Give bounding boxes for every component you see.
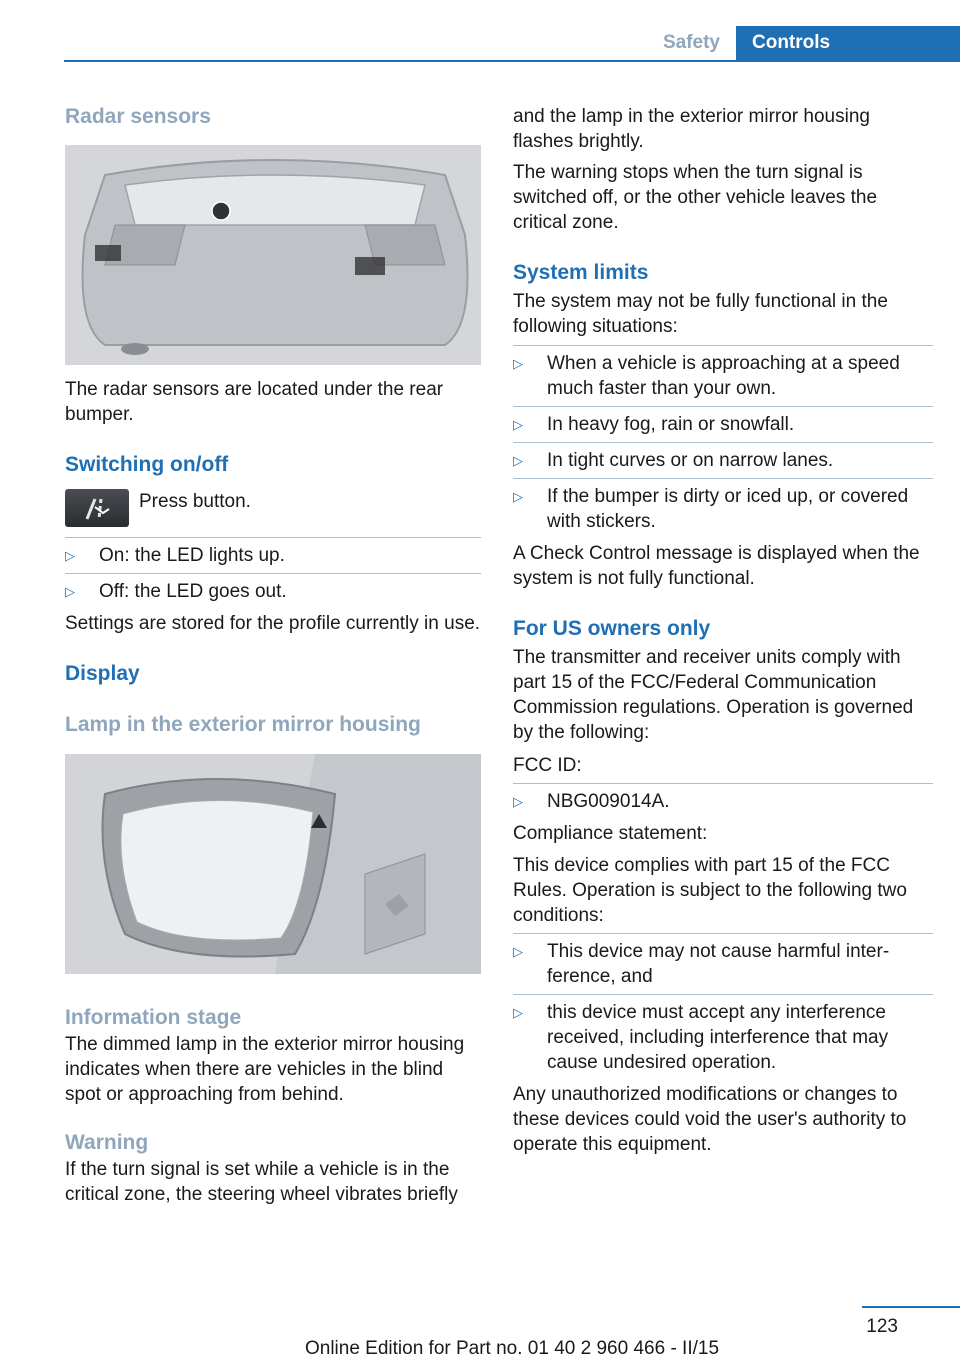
mirror-lamp-illustration [65,754,481,974]
radar-caption: The radar sensors are located under the rear bumper. [65,379,444,425]
rear-bumper-illustration [65,145,481,365]
continuation-text: and the lamp in the exterior mirror housing flashes brightly. [513,106,870,152]
information-stage-text: The dimmed lamp in the exterior mirror housing indicates when there are vehicles in the blind spot or approaching from behind. [65,1034,465,1105]
list-item: ▷ this device must accept any interference received, including interference that may cause undesired operation. [513,1002,889,1073]
heading-radar-sensors: Radar sensors [65,105,211,128]
list-item: ▷ If the bumper is dirty or iced up, or covered with stickers. [513,486,909,532]
triangle-bullet-icon: ▷ [513,944,523,959]
header-rule [64,60,960,62]
check-control-text: A Check Control message is displayed when the system is not fully functional. [513,543,920,589]
press-button-text: Press button. [139,491,251,512]
list-item: ▷ In heavy fog, rain or snowfall. [513,414,795,435]
warning-text: If the turn signal is set while a vehicle is in the critical zone, the steering wheel vibrates briefly [65,1159,458,1205]
triangle-bullet-icon: ▷ [513,417,523,432]
modifications-text: Any unauthorized modifications or changes to these devices could void the user's authority to operate this equipment. [513,1084,907,1155]
list-item: ▷ Off: the LED goes out. [65,581,287,602]
page-header [0,0,960,62]
fcc-bullet-list [513,783,933,819]
footer-rule [862,1306,960,1308]
list-item: ▷ In tight curves or on narrow lanes. [513,450,834,471]
press-button-row [65,489,481,529]
right-column [513,100,933,1157]
limits-bullet-list [513,345,933,539]
triangle-bullet-icon: ▷ [65,548,75,563]
triangle-bullet-icon: ▷ [65,584,75,599]
triangle-bullet-icon: ▷ [513,453,523,468]
triangle-bullet-icon: ▷ [513,356,523,371]
heading-switching: Switching on/off [65,453,229,476]
heading-us-owners: For US owners only [513,617,711,640]
list-item: ▷ When a vehicle is approaching at a speed much faster than your own. [513,353,900,399]
settings-text: Settings are stored for the profile currently in use. [65,613,481,634]
section-tab-safety[interactable]: Safety [662,32,720,53]
limits-intro: The system may not be fully functional in the following situations: [513,291,888,337]
section-tab-controls[interactable]: Controls [736,26,960,62]
triangle-bullet-icon: ▷ [513,794,523,809]
page-number: 123 [866,1316,898,1337]
triangle-bullet-icon: ▷ [513,1005,523,1020]
compliance-label: Compliance statement: [513,823,708,844]
switch-bullet-list [65,537,481,609]
exterior-mirror-icon [65,754,481,974]
list-item: ▷ This device may not cause harmful interference, and [513,941,890,987]
warning-stop-text: The warning stops when the turn signal is switched off, or the other vehicle leaves the critical zone. [513,162,878,233]
list-item: ▷ NBG009014A. [513,791,670,812]
heading-display: Display [65,662,140,685]
car-rear-icon [65,145,481,365]
heading-information-stage: Information stage [65,1006,242,1029]
conditions-bullet-list [513,933,933,1080]
lane-change-warning-button-icon[interactable] [65,489,129,527]
us-owners-text: The transmitter and receiver units comply with part 15 of the FCC/Federal Communication Commission regulations. Operation is governed by the following: [513,647,914,743]
heading-system-limits: System limits [513,261,649,284]
list-item: ▷ On: the LED lights up. [65,545,285,566]
left-column [65,100,481,1207]
compliance-text: This device complies with part 15 of the FCC Rules. Operation is subject to the following two conditions: [513,855,907,926]
edition-text: Online Edition for Part no. 01 40 2 960 466 - II/15 [304,1338,720,1359]
triangle-bullet-icon: ▷ [513,489,523,504]
heading-warning: Warning [65,1131,149,1154]
fcc-id-label: FCC ID: [513,755,582,776]
heading-lamp: Lamp in the exterior mirror housing [65,713,421,736]
